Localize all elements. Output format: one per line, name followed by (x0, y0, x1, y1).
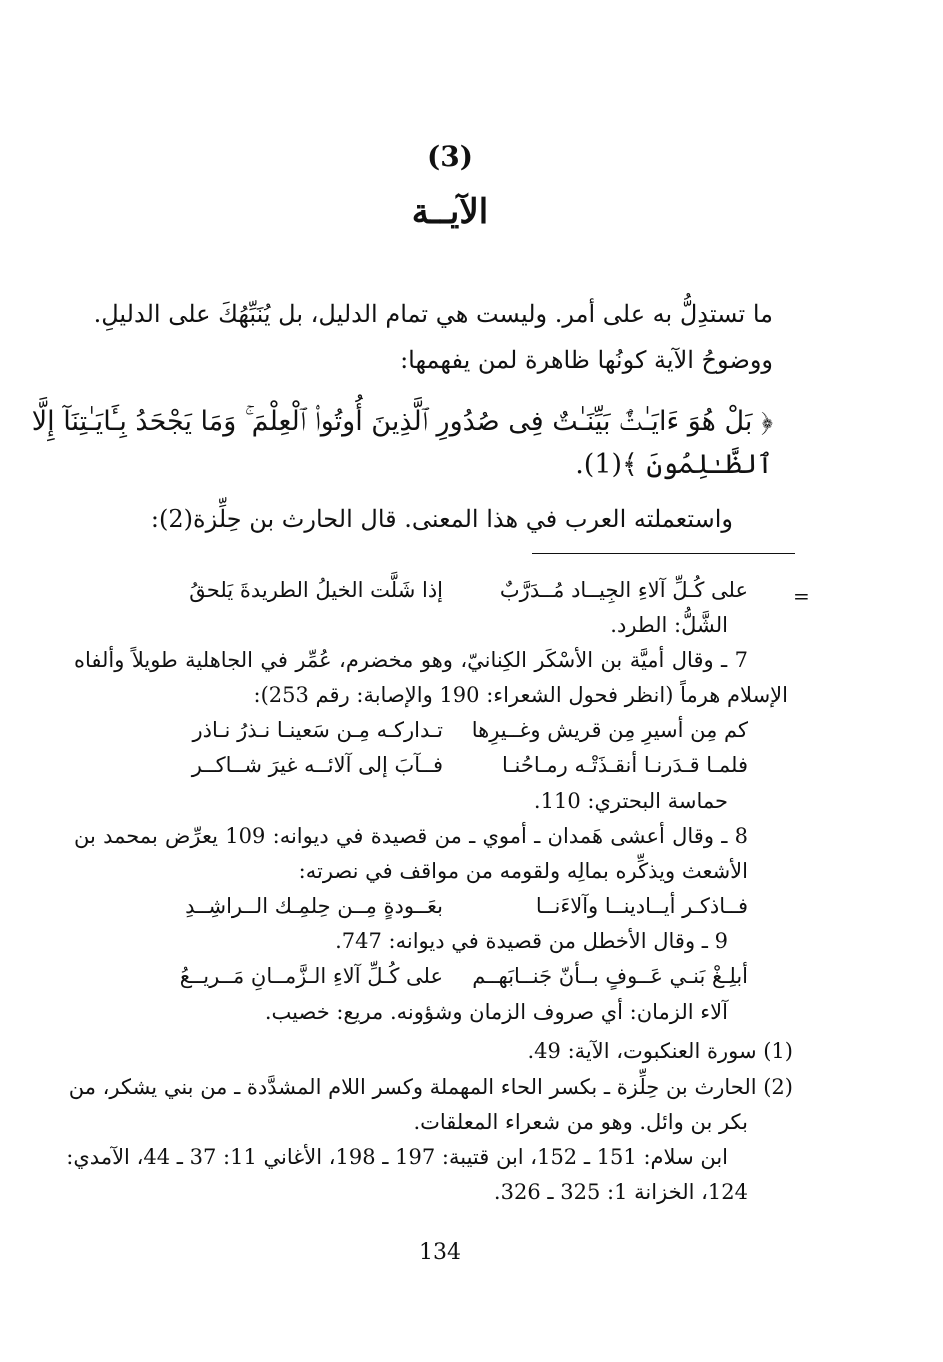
body-line-3: واستعملته العرب في هذا المعنى. قال الحارث بن حِلِّزة(2): (150, 505, 733, 533)
verse-3-left-hemistich: فــآبَ إلى آلائــه غيرَ شــاكــر (191, 753, 443, 777)
footnote-2-line-2: بكر بن وائل. وهو من شعراء المعلقات. (413, 1110, 748, 1134)
gloss-1: الشَّلُّ: الطرد. (610, 613, 728, 637)
footnote-2-line-4: 124، الخزانة 1: 325 ـ 326. (493, 1180, 748, 1204)
continuation-marker: = (793, 584, 810, 608)
footnote-separator (532, 553, 795, 554)
verse-1-right-hemistich: على كُـلِّ آلاءِ الجِيــاد مُــدَرَّبٌ (499, 578, 748, 602)
verse-3-right-hemistich: فلمـا قـدَرنـا أنقـذَتْـه رمـاحُنـا (501, 753, 748, 777)
verse-4-left-hemistich: بعَــودةٍ مِــن حِلمِـك الــراشِــدِ (185, 894, 443, 918)
verse-5-right-hemistich: أبلِـغْ بَنـي عَــوفٍ بــأنّ جَنــابَهــم (472, 964, 748, 988)
item-7-line-1: 7 ـ وقال أميَّة بن الأسْكَر الكِنانيّ، وهو مخضرم، عُمِّر في الجاهلية طويلاً وألفاه (74, 648, 748, 672)
verse-1-left-hemistich: إذا شَلَّت الخيلُ الطريدةَ يَلحقُ (189, 578, 443, 602)
chapter-number: (3) (427, 140, 473, 173)
verse-2-right-hemistich: كم مِن أسيرِ مِن قريش وغــيرِها (471, 718, 748, 742)
quran-verse-line-2: ٱلظَّـٰلِمُونَ ﴾(1). (575, 449, 773, 480)
item-8-line-1: 8 ـ وقال أعشى هَمدان ـ أموي ـ من قصيدة في ديوانه: 109 يعرِّض بمحمد بن (74, 824, 749, 848)
page-number: 134 (419, 1240, 461, 1265)
footnote-2-line-3: ابن سلام: 151 ـ 152، ابن قتيبة: 197 ـ 198، الأغاني 11: 37 ـ 44، الآمدي: (66, 1145, 728, 1169)
gloss-2: آلاء الزمان: أي صروف الزمان وشؤونه. مريع: خصيب. (264, 1000, 728, 1024)
item-7-source: حماسة البحتري: 110. (533, 789, 728, 813)
quran-verse-line-1: ﴿ بَلْ هُوَ ءَايَـٰتٌۢ بَيِّنَـٰتٌ فِى صُدُورِ ٱلَّذِينَ أُوتُوا۟ ٱلْعِلْمَ ۚ وَمَا يَجْحَدُ بِـَٔايَـٰتِنَآ إِلَّا (31, 406, 773, 437)
verse-4-right-hemistich: فــاذكـر أيــادينــا وآلاءَنــا (535, 894, 748, 918)
body-line-2: ووضوحُ الآية كونُها ظاهرة لمن يفهمها: (400, 346, 773, 374)
footnote-2-line-1: (2) الحارث بن حِلِّزة ـ بكسر الحاء المهملة وكسر اللام المشدَّدة ـ من بني يشكر، من (68, 1075, 793, 1099)
chapter-title: الآيــة (411, 192, 489, 232)
item-8-line-2: الأشعث ويذكِّره بمالِه ولقومه من مواقف في نصرته: (298, 859, 748, 883)
verse-5-left-hemistich: على كُـلِّ آلاءِ الـزَّمــانِ مَــريــعُ (179, 964, 443, 988)
footnote-1: (1) سورة العنكبوت، الآية: 49. (527, 1039, 793, 1063)
item-7-line-2: الإسلام هرماً (انظر فحول الشعراء: 190 والإصابة: رقم 253): (253, 683, 788, 707)
item-9-line-1: 9 ـ وقال الأخطل من قصيدة في ديوانه: 747. (335, 929, 728, 953)
body-line-1: ما تستدِلُّ به على أمر. وليست هي تمام الدليل، بل يُنَبِّهُكَ على الدليلِ. (93, 300, 773, 328)
verse-2-left-hemistich: تـداركـه مِـن سَعينـا نـذرُ نـاذر (192, 718, 443, 742)
